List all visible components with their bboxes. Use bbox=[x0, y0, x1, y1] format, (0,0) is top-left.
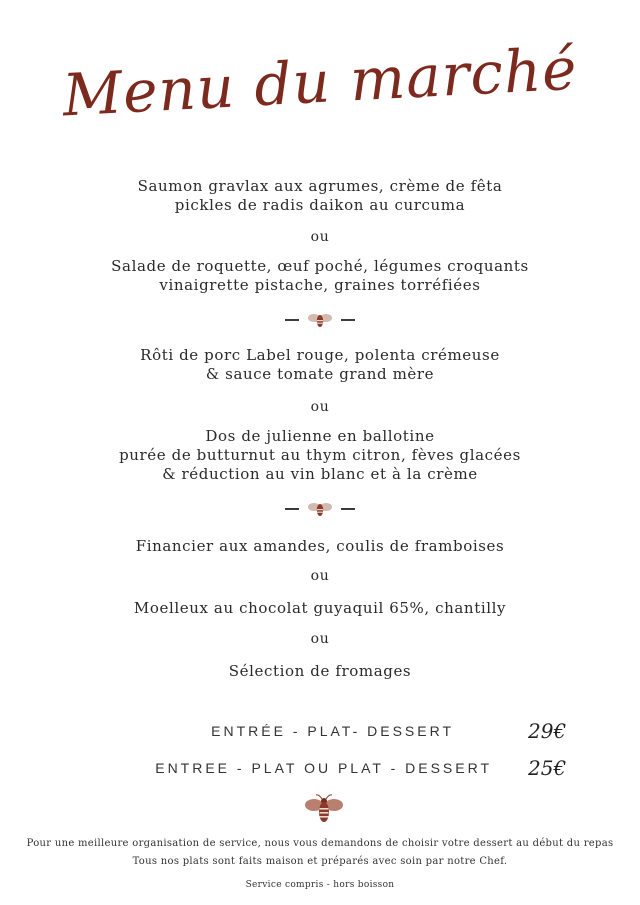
divider-dash bbox=[285, 508, 299, 510]
entree-option-1 bbox=[0, 177, 640, 215]
footer-service-note: Service compris - hors boisson bbox=[245, 880, 395, 890]
bee-icon bbox=[307, 501, 333, 517]
formula-row bbox=[0, 719, 640, 745]
entree-option-2-line-1: Salade de roquette, œuf poché, légumes croquants bbox=[111, 257, 529, 275]
formula-label: ENTRÉE - PLAT- DESSERT bbox=[211, 723, 454, 739]
plat-option-1 bbox=[0, 346, 640, 384]
plat-option-2 bbox=[0, 427, 640, 484]
formula-price: 25€ bbox=[528, 756, 567, 780]
bee-icon bbox=[307, 312, 333, 328]
dessert-option-1: Financier aux amandes, coulis de framboises bbox=[135, 537, 505, 555]
plat-option-2-line-3: & réduction au vin blanc et à la crème bbox=[162, 465, 478, 483]
or-separator: ou bbox=[310, 229, 330, 245]
entree-option-1-line-1: Saumon gravlax aux agrumes, crème de fêta bbox=[137, 177, 503, 195]
or-separator: ou bbox=[310, 631, 330, 647]
formula-row bbox=[0, 756, 640, 782]
divider-dash bbox=[341, 508, 355, 510]
formula-price: 29€ bbox=[528, 719, 567, 743]
bee-emblem-icon bbox=[304, 793, 344, 825]
or-separator: ou bbox=[310, 568, 330, 584]
plat-option-1-line-2: & sauce tomate grand mère bbox=[205, 365, 435, 383]
footer-note: Tous nos plats sont faits maison et préparés avec soin par notre Chef. bbox=[132, 856, 508, 867]
or-separator: ou bbox=[310, 399, 330, 415]
section-divider bbox=[0, 499, 640, 519]
divider-dash bbox=[341, 319, 355, 321]
dessert-option-3: Sélection de fromages bbox=[228, 662, 412, 680]
entree-option-2-line-2: vinaigrette pistache, graines torréfiées bbox=[159, 276, 481, 294]
entree-option-2 bbox=[0, 257, 640, 295]
formula-label: ENTREE - PLAT OU PLAT - DESSERT bbox=[155, 760, 492, 776]
divider-dash bbox=[285, 319, 299, 321]
plat-option-2-line-1: Dos de julienne en ballotine bbox=[205, 427, 435, 445]
plat-option-1-line-1: Rôti de porc Label rouge, polenta crémeuse bbox=[140, 346, 500, 364]
footer-note: Pour une meilleure organisation de service, nous vous demandons de choisir votre dessert au début du repas bbox=[26, 838, 614, 849]
plat-option-2-line-2: purée de butturnut au thym citron, fèves glacées bbox=[119, 446, 521, 464]
entree-option-1-line-2: pickles de radis daikon au curcuma bbox=[174, 196, 466, 214]
section-divider bbox=[0, 310, 640, 330]
menu-title: Menu du marché bbox=[60, 34, 580, 130]
dessert-option-2: Moelleux au chocolat guyaquil 65%, chantilly bbox=[133, 599, 507, 617]
